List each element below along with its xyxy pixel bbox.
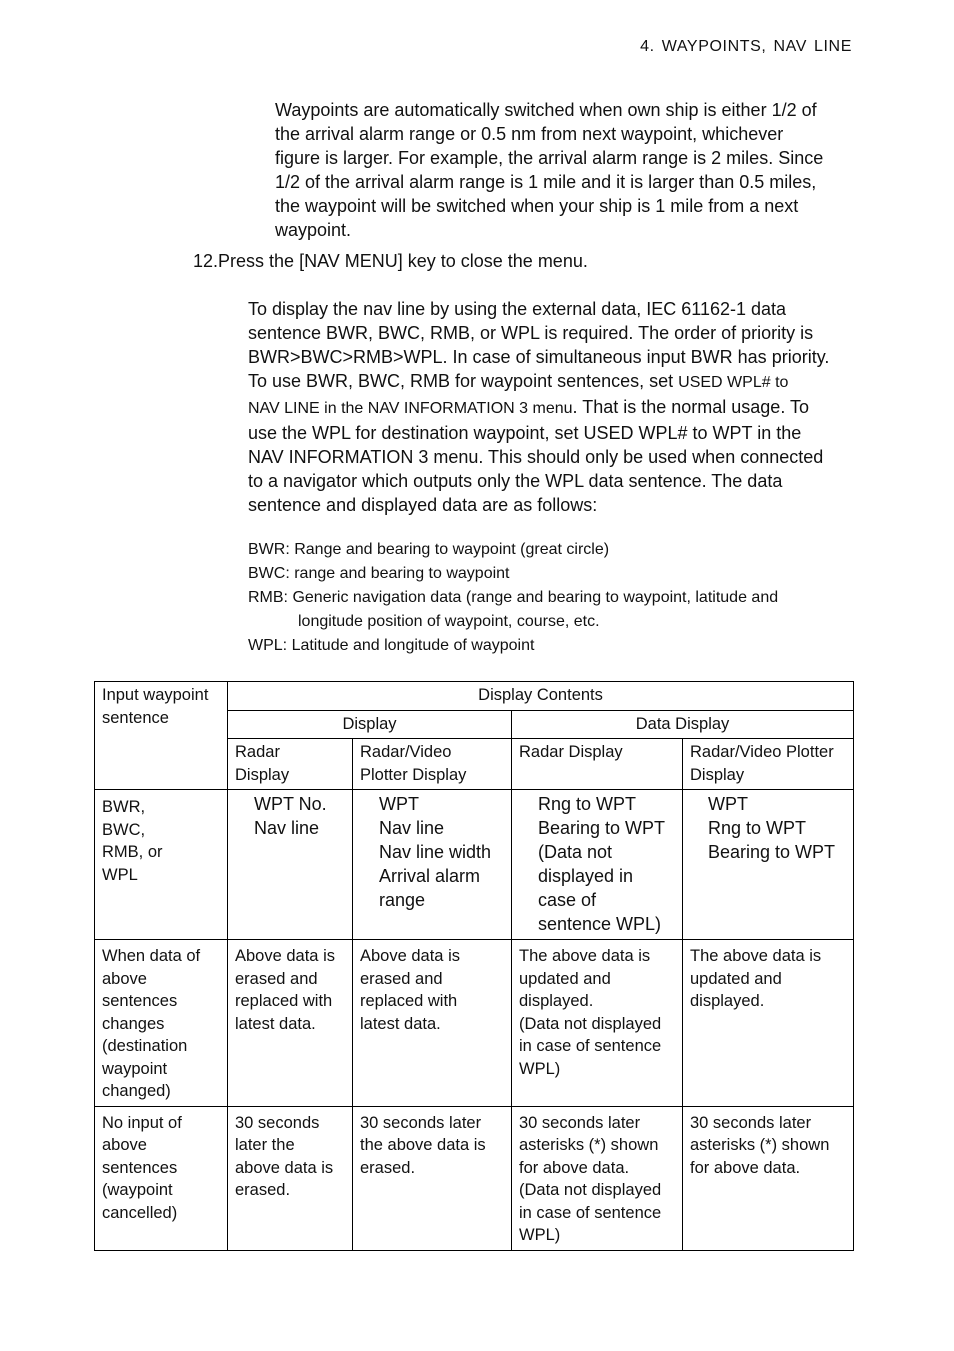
step-number: 12. xyxy=(193,251,219,271)
cell-line: WPT xyxy=(379,794,419,814)
cell-line: Radar Display xyxy=(519,743,623,761)
waypoint-switch-paragraph xyxy=(275,98,850,242)
cell-line: updated and xyxy=(690,969,782,988)
paragraph-line: waypoint. xyxy=(275,220,352,240)
cell-line: Above data is xyxy=(360,947,460,965)
cell-radar xyxy=(228,1106,353,1250)
table-row xyxy=(95,1106,854,1250)
paragraph-line: sentence and displayed data are as follows: xyxy=(248,495,598,515)
header-data-display: Data Display xyxy=(512,710,854,739)
paragraph-line: Waypoints are automatically switched when own ship is either 1/2 of xyxy=(275,100,817,120)
cell-line: No input of xyxy=(102,1113,182,1132)
paragraph-line: figure is larger. For example, the arrival alarm range is 2 miles. Since xyxy=(275,148,824,168)
cell-line: Bearing to WPT xyxy=(538,818,666,838)
cell-data-plotter xyxy=(683,790,854,940)
cell-line: Display xyxy=(690,765,745,784)
paragraph-line: the waypoint will be switched when your ship is 1 mile from a next xyxy=(275,196,799,216)
cell-line: Plotter Display xyxy=(360,765,467,784)
cell-line: range xyxy=(379,890,426,910)
paragraph-line: use the WPL for destination waypoint, set USED WPL# to WPT in the xyxy=(248,423,802,443)
cell-input xyxy=(95,1106,228,1250)
header-input-waypoint-sentence xyxy=(95,682,228,790)
cell-plotter xyxy=(353,1106,512,1250)
definition-bwc: BWC: range and bearing to waypoint xyxy=(248,565,510,582)
cell-line: Rng to WPT xyxy=(708,818,807,838)
cell-line: Bearing to WPT xyxy=(708,842,836,862)
cell-line: The above data is xyxy=(519,947,651,965)
cell-line: (Data not displayed xyxy=(519,1181,662,1199)
cell-line: waypoint xyxy=(102,1059,168,1078)
cell-line: RMB, or xyxy=(102,843,163,861)
cell-line: WPL) xyxy=(519,1059,561,1078)
cell-line: sentences xyxy=(102,1158,178,1177)
header-display: Display xyxy=(228,710,512,739)
step-12 xyxy=(193,249,588,273)
text-run-small: USED WPL# to xyxy=(678,374,789,391)
cell-line: (Data not xyxy=(538,842,613,862)
cell-line: 30 seconds later xyxy=(519,1113,641,1132)
cell-plotter xyxy=(353,790,512,940)
table-row xyxy=(95,940,854,1107)
cell-line: WPL xyxy=(102,865,138,884)
cell-line: When data of xyxy=(102,947,201,965)
cell-line: cancelled) xyxy=(102,1203,178,1222)
cell-plotter xyxy=(353,940,512,1107)
cell-line: Rng to WPT xyxy=(538,794,637,814)
header-radar-video-plotter-display xyxy=(353,739,512,790)
cell-line: replaced with xyxy=(360,992,458,1010)
cell-line: changed) xyxy=(102,1082,171,1100)
cell-radar xyxy=(228,790,353,940)
cell-line: WPT No. xyxy=(254,794,327,814)
cell-line: in case of sentence xyxy=(519,1037,662,1055)
header-display-contents: Display Contents xyxy=(228,682,854,711)
definition-bwr: BWR: Range and bearing to waypoint (great circle) xyxy=(248,541,610,558)
cell-line: above xyxy=(102,969,147,988)
cell-line: WPT xyxy=(708,794,748,814)
external-data-paragraph xyxy=(248,297,858,517)
cell-line: Radar/Video Plotter xyxy=(690,743,834,761)
cell-line: latest data. xyxy=(235,1014,316,1033)
text-run: . That is the normal usage. To xyxy=(572,397,810,417)
page-header: 4. WAYPOINTS, NAV LINE xyxy=(640,38,852,55)
definition-rmb: RMB: Generic navigation data (range and bearing to waypoint, latitude and xyxy=(248,589,779,606)
cell-line: in case of sentence xyxy=(519,1203,662,1222)
header-radar-display xyxy=(228,739,353,790)
header-data-radar-video-plotter-display xyxy=(683,739,854,790)
cell-line: sentence WPL) xyxy=(538,914,662,934)
cell-line: Arrival alarm xyxy=(379,866,481,886)
cell-line: for above data. xyxy=(519,1158,630,1177)
paragraph-line: To display the nav line by using the external data, IEC 61162-1 data xyxy=(248,299,787,319)
cell-line: for above data. xyxy=(690,1158,801,1177)
cell-line: Radar/Video xyxy=(360,743,452,761)
cell-line: (Data not displayed xyxy=(519,1014,662,1033)
paragraph-line: sentence BWR, BWC, RMB, or WPL is required. The order of priority is xyxy=(248,323,814,343)
cell-data-radar xyxy=(512,790,683,940)
cell-data-plotter xyxy=(683,940,854,1107)
cell-line: above data is xyxy=(235,1158,334,1177)
cell-line: (waypoint xyxy=(102,1181,173,1199)
cell-line: replaced with xyxy=(235,992,333,1010)
cell-line: later the xyxy=(235,1136,295,1154)
cell-line: (destination xyxy=(102,1037,188,1055)
cell-line: Display xyxy=(235,765,290,784)
cell-line: BWC, xyxy=(102,820,146,839)
cell-data-plotter xyxy=(683,1106,854,1250)
cell-line: erased and xyxy=(360,969,443,988)
cell-line: 30 seconds later xyxy=(690,1113,812,1132)
cell-input xyxy=(95,940,228,1107)
sentence-definitions xyxy=(248,538,778,658)
cell-line: latest data. xyxy=(360,1014,441,1033)
cell-line: WPL) xyxy=(519,1226,561,1244)
cell-line: asterisks (*) shown xyxy=(690,1136,830,1154)
table-header-row xyxy=(95,682,854,711)
cell-line: above xyxy=(102,1136,147,1154)
cell-line: sentences xyxy=(102,992,178,1010)
paragraph-line: NAV INFORMATION 3 menu. This should only be used when connected xyxy=(248,447,824,467)
cell-line: Radar xyxy=(235,743,280,761)
cell-line: Input waypoint xyxy=(102,686,209,704)
paragraph-line: the arrival alarm range or 0.5 nm from next waypoint, whichever xyxy=(275,124,784,144)
paragraph-line xyxy=(248,395,858,421)
cell-line: erased. xyxy=(235,1181,291,1199)
cell-line: displayed in xyxy=(538,866,634,886)
cell-line: BWR, xyxy=(102,798,146,816)
text-run-small: NAV LINE in the NAV INFORMATION 3 menu xyxy=(248,400,573,417)
cell-line: Nav line xyxy=(379,818,445,838)
cell-line: case of xyxy=(538,890,597,910)
cell-line: 30 seconds xyxy=(235,1113,320,1132)
table-row xyxy=(95,790,854,940)
step-text: Press the [NAV MENU] key to close the menu. xyxy=(218,251,588,271)
cell-line: Above data is xyxy=(235,947,335,965)
header-data-radar-display xyxy=(512,739,683,790)
cell-line: Nav line xyxy=(254,818,320,838)
cell-line: asterisks (*) shown xyxy=(519,1136,659,1154)
cell-line: sentence xyxy=(102,708,169,727)
definition-wpl: WPL: Latitude and longitude of waypoint xyxy=(248,637,535,654)
paragraph-line xyxy=(248,369,858,395)
cell-data-radar xyxy=(512,940,683,1107)
paragraph-line: to a navigator which outputs only the WPL data sentence. The data xyxy=(248,471,783,491)
cell-line: displayed. xyxy=(519,992,594,1010)
cell-line: changes xyxy=(102,1014,165,1033)
cell-radar xyxy=(228,940,353,1107)
cell-input xyxy=(95,790,228,940)
cell-line: displayed. xyxy=(690,992,765,1010)
cell-line: the above data is xyxy=(360,1136,486,1154)
text-run: To use BWR, BWC, RMB for waypoint sentences, set xyxy=(248,371,679,391)
paragraph-line: BWR>BWC>RMB>WPL. In case of simultaneous input BWR has priority. xyxy=(248,347,830,367)
display-contents-table xyxy=(94,681,854,1251)
cell-data-radar xyxy=(512,1106,683,1250)
cell-line: The above data is xyxy=(690,947,822,965)
cell-line: Nav line width xyxy=(379,842,492,862)
cell-line: updated and xyxy=(519,969,611,988)
paragraph-line: 1/2 of the arrival alarm range is 1 mile and it is larger than 0.5 miles, xyxy=(275,172,817,192)
cell-line: erased and xyxy=(235,969,318,988)
cell-line: erased. xyxy=(360,1158,416,1177)
cell-line: 30 seconds later xyxy=(360,1113,482,1132)
definition-rmb-continued: longitude position of waypoint, course, etc. xyxy=(298,613,600,630)
